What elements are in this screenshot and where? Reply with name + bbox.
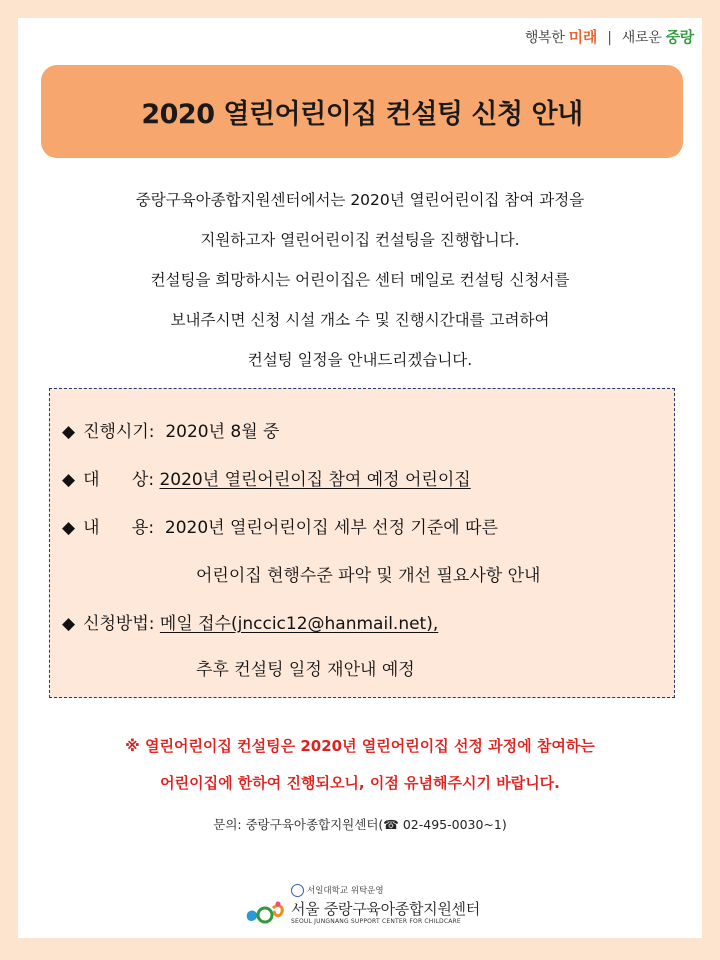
intro-line: 지원하고자 열린어린이집 컨설팅을 진행합니다. <box>200 231 520 249</box>
slogan-accent1: 미래 <box>568 28 598 46</box>
slogan-accent2: 중랑 <box>665 28 694 46</box>
target-label: 대 상: <box>83 470 155 490</box>
diamond-bullet-icon: ◆ <box>62 614 76 634</box>
content-value-2: 어린이집 현행수준 파악 및 개선 필요사항 안내 <box>196 566 541 586</box>
center-logo-icon <box>243 898 287 928</box>
contact-info: 문의: 중랑구육아종합지원센터(☎ 02-495-0030~1) <box>213 817 507 832</box>
university-seal-icon <box>291 884 304 897</box>
period-value: 2020년 8월 중 <box>165 422 280 442</box>
footer-operator <box>291 884 384 897</box>
info-row-content <box>62 513 498 538</box>
notice-text <box>40 728 680 802</box>
content-value-1: 2020년 열린어린이집 세부 선정 기준에 따른 <box>164 518 498 538</box>
footer-center-name: 서울 중랑구육아종합지원센터 <box>291 900 480 918</box>
apply-label: 신청방법: <box>83 614 155 634</box>
target-value: 2020년 열린어린이집 참여 예정 어린이집 <box>159 470 471 490</box>
info-row-apply <box>62 609 438 634</box>
notice-line: 어린이집에 한하여 진행되오니, 이점 유념해주시기 바랍니다. <box>160 774 560 792</box>
page-title: 2020 열린어린이집 컨설팅 신청 안내 <box>141 99 583 130</box>
info-row-period <box>62 417 279 442</box>
apply-value-1: 메일 접수(jnccic12@hanmail.net), <box>159 614 439 634</box>
footer-operator-text: 서일대학교 위탁운영 <box>307 886 384 896</box>
footer-center-english: SEOUL JUNGNANG SUPPORT CENTER FOR CHILDCARE <box>291 918 461 925</box>
notice-line: ※ 열린어린이집 컨설팅은 2020년 열린어린이집 선정 과정에 참여하는 <box>125 737 595 755</box>
intro-line: 보내주시면 신청 시설 개소 수 및 진행시간대를 고려하여 <box>170 311 550 329</box>
intro-text <box>40 180 680 380</box>
apply-value-2: 추후 컨설팅 일정 재안내 예정 <box>196 660 415 680</box>
diamond-bullet-icon: ◆ <box>62 518 76 538</box>
period-label: 진행시기: <box>83 422 155 442</box>
intro-line: 컨설팅 일정을 안내드리겠습니다. <box>247 351 473 369</box>
diamond-bullet-icon: ◆ <box>62 470 76 490</box>
intro-line: 중랑구육아종합지원센터에서는 2020년 열린어린이집 참여 과정을 <box>135 191 585 209</box>
diamond-bullet-icon: ◆ <box>62 422 76 442</box>
title-banner <box>41 65 683 158</box>
intro-line: 컨설팅을 희망하시는 어린이집은 센터 메일로 컨설팅 신청서를 <box>150 271 570 289</box>
slogan-separator: | <box>607 30 612 46</box>
info-row-target <box>62 465 471 490</box>
info-box <box>49 388 675 698</box>
slogan <box>525 26 694 47</box>
slogan-part2: 새로운 <box>621 30 662 46</box>
footer-organization <box>243 884 543 930</box>
slogan-part1: 행복한 <box>524 30 565 46</box>
content-label: 내 용: <box>83 518 155 538</box>
